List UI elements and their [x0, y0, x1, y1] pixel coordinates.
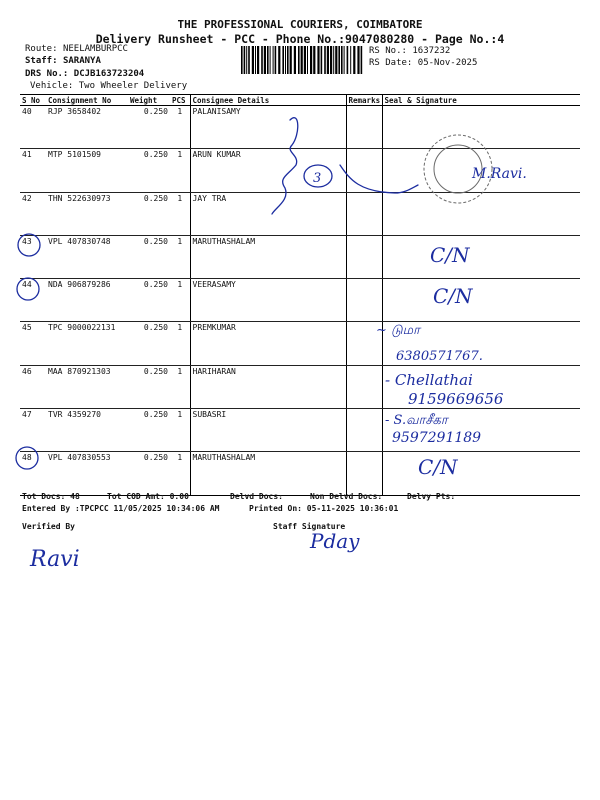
drs-label: DRS No.: [25, 69, 69, 79]
route-value: NEELAMBURPCC [62, 44, 128, 54]
row-remarks [346, 365, 382, 408]
row-pcs: 1 [170, 235, 190, 278]
row47-phone: 9597291189 [392, 430, 482, 446]
row-sno: 47 [20, 409, 46, 452]
row-consignee: ARUN KUMAR [190, 149, 346, 192]
row-remarks [346, 452, 382, 495]
table-row [20, 106, 580, 149]
row-weight: 0.250 [128, 106, 170, 149]
barcode [240, 46, 364, 74]
row-pcs: 1 [170, 452, 190, 495]
runsheet-subtitle: Delivery Runsheet - PCC - Phone No.:9047080280 - Page No.:4 [95, 32, 505, 46]
col-consignment: Consignment No [46, 95, 128, 106]
row-consignee: PALANISAMY [190, 106, 346, 149]
vehicle-line: Vehicle: Two Wheeler Delivery [30, 81, 188, 91]
row-pcs: 1 [170, 106, 190, 149]
non-delvd-docs: Non Delvd Docs: [310, 492, 383, 501]
stamp-signature: M.Ravi. [472, 166, 527, 182]
row-weight: 0.250 [128, 452, 170, 495]
row-weight: 0.250 [128, 365, 170, 408]
row-weight: 0.250 [128, 149, 170, 192]
drs-line [25, 69, 144, 79]
row-sno: 48 [20, 452, 46, 495]
row-consignee: HARIHARAN [190, 365, 346, 408]
row-weight: 0.250 [128, 235, 170, 278]
row44-note: C/N [433, 284, 473, 308]
row-remarks [346, 409, 382, 452]
row-pcs: 1 [170, 192, 190, 235]
staff-signature-label: Staff Signature [273, 522, 346, 531]
table-row [20, 365, 580, 408]
table-row [20, 279, 580, 322]
rs-no-line [369, 46, 450, 56]
row-consignee: MARUTHASHALAM [190, 452, 346, 495]
row-seal [382, 106, 580, 149]
row-pcs: 1 [170, 279, 190, 322]
row48-note: C/N [418, 455, 458, 479]
delvy-pts: Delvy Pts: [407, 492, 456, 501]
table-header-row [20, 95, 580, 106]
delivery-table [20, 94, 580, 496]
rs-date-line [369, 58, 477, 68]
drs-value: DCJB163723204 [73, 69, 145, 79]
row43-note: C/N [430, 243, 470, 267]
table-row [20, 409, 580, 452]
staff-line [25, 56, 101, 66]
row-weight: 0.250 [128, 279, 170, 322]
row-consignee: JAY TRA [190, 192, 346, 235]
col-weight: Weight [128, 95, 170, 106]
verified-by: Verified By [22, 522, 75, 531]
row-consignment: VPL 407830553 [46, 452, 128, 495]
entered-by: Entered By :TPCPCC 11/05/2025 10:34:06 AM [22, 504, 220, 513]
row-consignee: PREMKUMAR [190, 322, 346, 365]
row-consignment: MAA 870921303 [46, 365, 128, 408]
row-seal [382, 235, 580, 278]
rs-date-value: 05-Nov-2025 [417, 58, 478, 68]
row-consignee: MARUTHASHALAM [190, 235, 346, 278]
row-pcs: 1 [170, 149, 190, 192]
row-consignment: RJP 3658402 [46, 106, 128, 149]
printed-on: Printed On: 05-11-2025 10:36:01 [249, 504, 399, 513]
route-line [25, 44, 128, 54]
table-row [20, 452, 580, 495]
row-consignee: SUBASRI [190, 409, 346, 452]
row-sno: 45 [20, 322, 46, 365]
row41-mark: 3 [313, 171, 322, 186]
col-pcs: PCS [170, 95, 190, 106]
row-remarks [346, 192, 382, 235]
delvd-docs: Delvd Docs: [230, 492, 283, 501]
col-consignee: Consignee Details [190, 95, 346, 106]
row-pcs: 1 [170, 409, 190, 452]
rs-no-value: 1637232 [412, 46, 451, 56]
row-remarks [346, 149, 382, 192]
row-seal [382, 192, 580, 235]
row-weight: 0.250 [128, 322, 170, 365]
row-weight: 0.250 [128, 409, 170, 452]
row-consignment: NDA 906879286 [46, 279, 128, 322]
row-sno: 44 [20, 279, 46, 322]
row-sno: 46 [20, 365, 46, 408]
row-pcs: 1 [170, 365, 190, 408]
row45-name: ~ டுமா [376, 323, 420, 338]
row-consignee: VEERASAMY [190, 279, 346, 322]
staff-value: SARANYA [62, 56, 101, 66]
row-sno: 42 [20, 192, 46, 235]
row45-phone: 6380571767. [396, 349, 483, 364]
col-remarks: Remarks [346, 95, 382, 106]
row-remarks [346, 322, 382, 365]
route-label: Route: [25, 44, 58, 54]
row-remarks [346, 235, 382, 278]
row-sno: 41 [20, 149, 46, 192]
rs-date-label: RS Date: [369, 58, 413, 68]
row-consignment: VPL 407830748 [46, 235, 128, 278]
staff-label: Staff: [25, 56, 58, 66]
table-row [20, 322, 580, 365]
row-remarks [346, 106, 382, 149]
row-pcs: 1 [170, 322, 190, 365]
row-seal [382, 409, 580, 452]
table-row [20, 192, 580, 235]
row-sno: 40 [20, 106, 46, 149]
row46-name: - Chellathai [385, 371, 473, 389]
company-title: THE PROFESSIONAL COURIERS, COIMBATORE [177, 18, 423, 31]
row-consignment: TVR 4359270 [46, 409, 128, 452]
row-consignment: THN 522630973 [46, 192, 128, 235]
row46-phone: 9159669656 [408, 390, 504, 408]
row-weight: 0.250 [128, 192, 170, 235]
rs-no-label: RS No.: [369, 46, 407, 56]
col-sno: S No [20, 95, 46, 106]
row-seal [382, 279, 580, 322]
col-seal: Seal & Signature [382, 95, 580, 106]
row-seal [382, 149, 580, 192]
row-consignment: MTP 5101509 [46, 149, 128, 192]
table-row [20, 149, 580, 192]
row-sno: 43 [20, 235, 46, 278]
row-seal [382, 322, 580, 365]
tot-docs: Tot Docs: 48 [22, 492, 80, 501]
row-seal [382, 365, 580, 408]
verified-signature: Ravi [30, 547, 80, 572]
staff-signature-ink: Pday [310, 529, 360, 553]
row-consignment: TPC 9000022131 [46, 322, 128, 365]
row47-name: - S.வாசீகா [385, 413, 448, 428]
row-seal [382, 452, 580, 495]
tot-cod: Tot COD Amt: 0.00 [107, 492, 189, 501]
table-row [20, 235, 580, 278]
row-remarks [346, 279, 382, 322]
